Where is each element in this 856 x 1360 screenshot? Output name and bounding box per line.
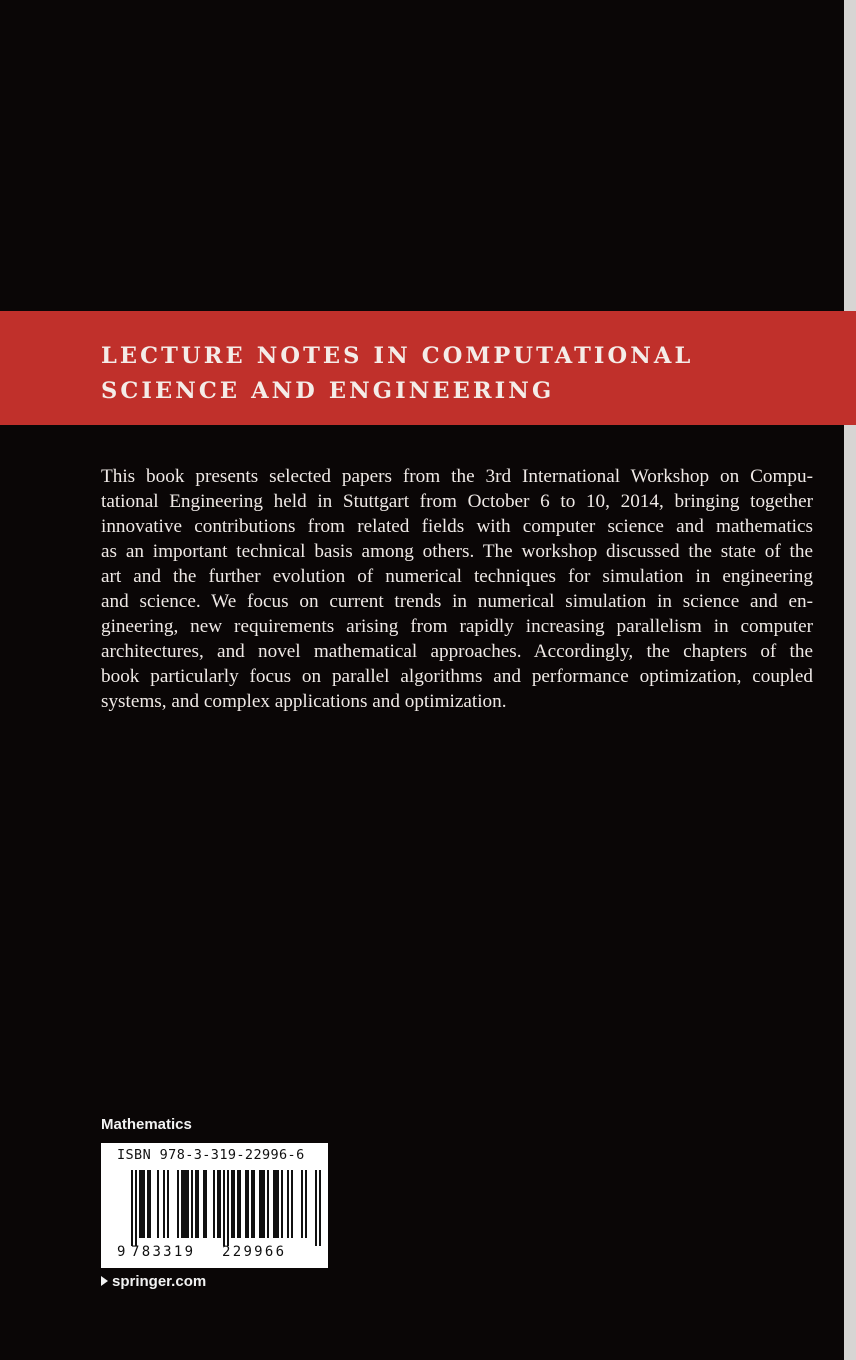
barcode-bar [131, 1170, 133, 1246]
ean-first-digit: 9 [117, 1244, 126, 1260]
barcode-bar [219, 1170, 221, 1238]
barcode-bar [181, 1170, 183, 1238]
description-line: tational Engineering held in Stuttgart from October 6 to 10, 2014, bringing together [101, 491, 813, 512]
isbn-barcode [101, 1143, 328, 1268]
barcode-bar [263, 1170, 265, 1238]
barcode-bar [261, 1170, 263, 1238]
barcode-bar [135, 1170, 137, 1246]
barcode-bar [149, 1170, 151, 1238]
series-title [101, 339, 821, 409]
barcode-bar [205, 1170, 207, 1238]
barcode-bar [195, 1170, 197, 1238]
triangle-right-icon [101, 1276, 108, 1286]
barcode-bar [287, 1170, 289, 1238]
barcode-bar [251, 1170, 253, 1238]
description-line: book particularly focus on parallel algorithms and performance optimization, coupled [101, 666, 813, 687]
barcode-bar [143, 1170, 145, 1238]
barcode-bar [203, 1170, 205, 1238]
barcode-bar [191, 1170, 193, 1238]
barcode-bar [163, 1170, 165, 1238]
barcode-bar [185, 1170, 187, 1238]
barcode-bar [223, 1170, 225, 1246]
barcode-bar [281, 1170, 283, 1238]
ean-right-group: 229966 [222, 1244, 287, 1260]
barcode-bar [197, 1170, 199, 1238]
description-line: as an important technical basis among others. The workshop discussed the state of the [101, 541, 813, 562]
barcode-bar [157, 1170, 159, 1238]
description-line: architectures, and novel mathematical approaches. Accordingly, the chapters of the [101, 641, 813, 662]
barcode-bar [315, 1170, 317, 1246]
description-line: gineering, new requirements arising from rapidly increasing parallelism in computer [101, 616, 813, 637]
barcode-bar [291, 1170, 293, 1238]
book-description [101, 464, 813, 714]
barcode-bar [301, 1170, 303, 1238]
series-title-line: SCIENCE AND ENGINEERING [101, 378, 555, 404]
barcode-bar [319, 1170, 321, 1246]
publisher-url: springer.com [112, 1273, 207, 1290]
ean-left-group: 783319 [131, 1244, 196, 1260]
barcode-bar [141, 1170, 143, 1238]
description-line: art and the further evolution of numerical techniques for simulation in engineering [101, 566, 813, 587]
isbn-label: ISBN 978-3-319-22996-6 [117, 1147, 305, 1163]
barcode-bar [213, 1170, 215, 1238]
barcode-bar [231, 1170, 233, 1238]
barcode-bars [101, 1170, 328, 1248]
barcode-bar [253, 1170, 255, 1238]
subject-category: Mathematics [101, 1116, 192, 1133]
barcode-bar [139, 1170, 141, 1238]
barcode-bar [147, 1170, 149, 1238]
barcode-bar [183, 1170, 185, 1238]
barcode-bar [233, 1170, 235, 1238]
page-edge [844, 0, 856, 1360]
series-title-line: LECTURE NOTES IN COMPUTATIONAL [101, 343, 694, 369]
barcode-bar [237, 1170, 239, 1238]
barcode-bar [239, 1170, 241, 1238]
barcode-bar [177, 1170, 179, 1238]
barcode-bar [267, 1170, 269, 1238]
barcode-bar [275, 1170, 277, 1238]
barcode-bar [167, 1170, 169, 1238]
description-line: and science. We focus on current trends in numerical simulation in science and en- [101, 591, 813, 612]
description-line: systems, and complex applications and optimization. [101, 691, 507, 712]
barcode-bar [277, 1170, 279, 1238]
barcode-bar [187, 1170, 189, 1238]
description-line: innovative contributions from related fields with computer science and mathematics [101, 516, 813, 537]
description-line: This book presents selected papers from the 3rd International Workshop on Compu- [101, 466, 813, 487]
barcode-bar [259, 1170, 261, 1238]
barcode-bar [217, 1170, 219, 1238]
barcode-bar [247, 1170, 249, 1238]
barcode-bar [245, 1170, 247, 1238]
barcode-bar [273, 1170, 275, 1238]
barcode-bar [227, 1170, 229, 1246]
barcode-bar [305, 1170, 307, 1238]
publisher-link[interactable] [101, 1273, 206, 1290]
